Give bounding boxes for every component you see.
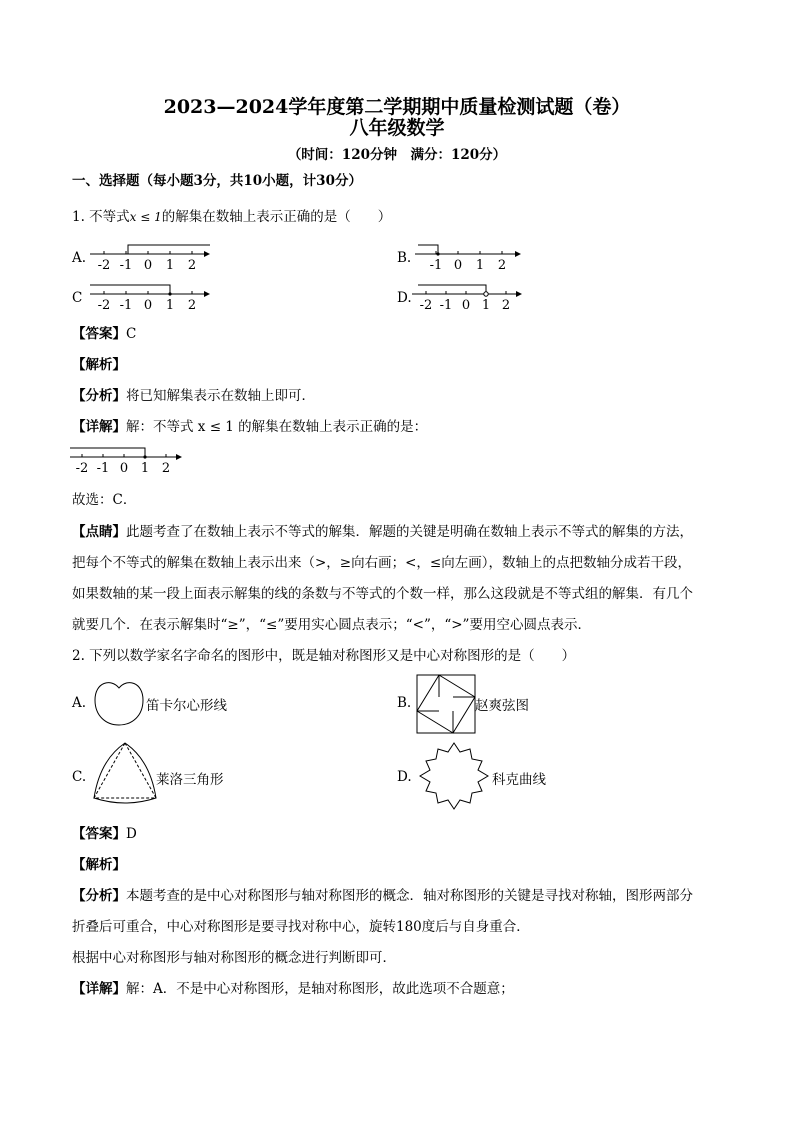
tick-label: -2 [419, 298, 433, 313]
q2-caption-c: 莱洛三角形 [156, 772, 224, 788]
section-heading: 一、选择题（每小题3分，共10小题，计30分） [72, 173, 362, 189]
q2-fenxi-line-1 [72, 887, 693, 905]
comment-tag: 【点睛】 [72, 524, 126, 540]
tick-label: -1 [119, 298, 133, 313]
q1-stem-suffix: 的解集在数轴上表示正确的是（ ） [161, 209, 392, 225]
detail-tag: 【详解】 [72, 419, 126, 435]
tick-label: -2 [75, 461, 89, 476]
q1-option-d-label: D. [397, 290, 412, 306]
reuleaux-triangle-figure [90, 740, 160, 806]
q2-caption-d: 科克曲线 [492, 772, 546, 788]
q2-caption-a: 笛卡尔心形线 [146, 698, 227, 714]
tick-label: 2 [187, 258, 197, 273]
tick-label: -2 [97, 298, 111, 313]
tick-label: 2 [187, 298, 197, 313]
q1-number-line-b [415, 244, 530, 274]
tick-label: 2 [161, 461, 171, 476]
answer-tag: 【答案】 [72, 826, 126, 842]
q1-stem-prefix: 1. 不等式 [72, 209, 130, 225]
answer-tag: 【答案】 [72, 326, 126, 342]
tick-label: -1 [96, 461, 110, 476]
tick-label: 0 [453, 258, 463, 273]
answer-value: D [126, 826, 137, 842]
fenxi-tag: 【分析】 [72, 888, 126, 904]
tick-label: 1 [165, 258, 175, 273]
koch-curve-figure [414, 741, 494, 811]
tick-label: -1 [439, 298, 453, 313]
q2-option-c-label: C. [72, 769, 87, 785]
exam-meta: （时间：120分钟 满分：120分） [287, 147, 507, 163]
detail-tag: 【详解】 [72, 981, 126, 997]
q1-answer [72, 325, 136, 343]
tick-label: 0 [143, 298, 153, 313]
q1-stem [72, 208, 391, 226]
q1-option-c-label: C [72, 290, 83, 306]
tick-label: 1 [165, 298, 175, 313]
tick-label: -2 [97, 258, 111, 273]
tick-label: 1 [140, 461, 150, 476]
fenxi-text: 本题考查的是中心对称图形与轴对称图形的概念．轴对称图形的关键是寻找对称轴，图形两部分 [126, 888, 693, 904]
q2-fenxi-line-3: 根据中心对称图形与轴对称图形的概念进行判断即可． [72, 950, 396, 966]
q2-detail [72, 980, 514, 998]
detail-text: 解：不等式 x ≤ 1 的解集在数轴上表示正确的是： [126, 419, 428, 435]
q1-stem-math: x ≤ 1 [129, 210, 162, 224]
page-subtitle: 八年级数学 [349, 117, 445, 139]
q2-answer [72, 825, 137, 843]
tick-label: 0 [119, 461, 129, 476]
q1-analysis-tag: 【解析】 [72, 357, 126, 373]
q1-solution-number-line [70, 447, 190, 477]
tick-label: 0 [461, 298, 471, 313]
q1-choose: 故选：C． [72, 492, 137, 508]
q2-option-b-label: B. [397, 695, 412, 711]
comment-text: 此题考查了在数轴上表示不等式的解集．解题的关键是明确在数轴上表示不等式的解集的方法， [126, 524, 693, 540]
tick-label: -1 [119, 258, 133, 273]
page-title: 2023—2024学年度第二学期期中质量检测试题（卷） [163, 96, 631, 118]
zhao-shuang-figure [415, 673, 477, 735]
tick-label: 0 [143, 258, 153, 273]
tick-label: 2 [497, 258, 507, 273]
q2-option-a-label: A. [72, 695, 87, 711]
q2-caption-b: 赵爽弦图 [475, 698, 529, 714]
tick-label: -1 [429, 258, 443, 273]
q1-comment-line-4: 就要几个．在表示解集时“≥”，“≤”要用实心圆点表示；“<”，“>”要用空心圆点表示． [72, 617, 591, 633]
q2-stem: 2. 下列以数学家名字命名的图形中，既是轴对称图形又是中心对称图形的是（ ） [72, 648, 576, 664]
q1-number-line-a [90, 244, 215, 274]
answer-value: C [126, 326, 137, 342]
q1-comment-line-1 [72, 523, 693, 541]
tick-label: 2 [501, 298, 511, 313]
fenxi-text: 将已知解集表示在数轴上即可． [126, 388, 315, 404]
q1-option-a-label: A. [72, 250, 87, 266]
cardioid-figure [92, 676, 148, 728]
q1-option-b-label: B. [397, 250, 412, 266]
q1-number-line-c [90, 284, 215, 314]
q2-analysis-tag: 【解析】 [72, 857, 126, 873]
fenxi-tag: 【分析】 [72, 388, 126, 404]
q1-number-line-d [412, 284, 537, 314]
q1-detail [72, 418, 427, 436]
q2-fenxi-line-2: 折叠后可重合，中心对称图形是要寻找对称中心，旋转180度后与自身重合． [72, 919, 530, 935]
q1-comment-line-2: 把每个不等式的解集在数轴上表示出来（>，≥向右画；<，≤向左画），数轴上的点把数轴分成若干段， [72, 555, 691, 571]
tick-label: 1 [481, 298, 491, 313]
detail-text: 解：A．不是中心对称图形，是轴对称图形，故此选项不合题意； [126, 981, 514, 997]
q1-fenxi [72, 387, 315, 405]
q1-comment-line-3: 如果数轴的某一段上面表示解集的线的条数与不等式的个数一样，那么这段就是不等式组的解集．有几个 [72, 586, 693, 602]
q2-option-d-label: D. [397, 769, 412, 785]
tick-label: 1 [475, 258, 485, 273]
